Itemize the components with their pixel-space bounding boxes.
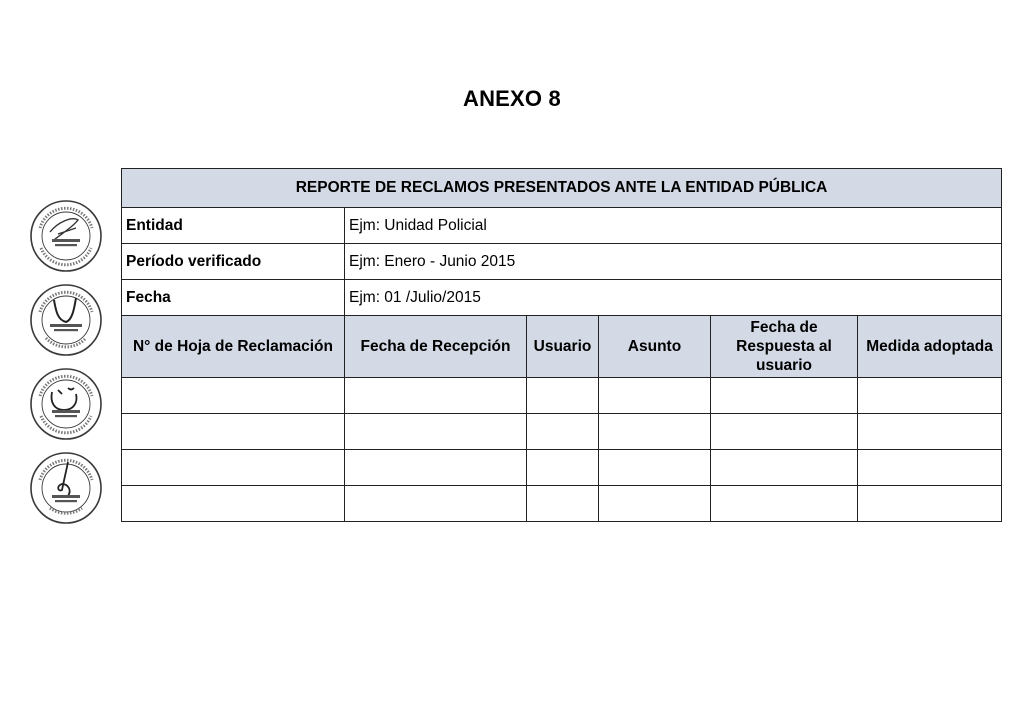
table-cell (122, 378, 345, 414)
table-cell (858, 378, 1002, 414)
info-value: Ejm: Unidad Policial (345, 208, 1002, 244)
info-label: Entidad (122, 208, 345, 244)
report-table (121, 168, 1002, 522)
table-cell (345, 486, 527, 522)
table-cell (711, 414, 858, 450)
info-row-periodo (122, 244, 1002, 280)
table-cell (122, 450, 345, 486)
info-label: Período verificado (122, 244, 345, 280)
table-cell (599, 414, 711, 450)
official-seal-stamp (28, 366, 104, 442)
report-header-row (122, 169, 1002, 208)
column-header: Medida adoptada (858, 316, 1002, 378)
table-cell (122, 486, 345, 522)
table-cell (599, 378, 711, 414)
table-cell (345, 414, 527, 450)
table-cell (599, 486, 711, 522)
table-cell (527, 450, 599, 486)
table-cell (527, 378, 599, 414)
table-cell (711, 486, 858, 522)
column-header: Fecha de Recepción (345, 316, 527, 378)
info-row-entidad (122, 208, 1002, 244)
info-value: Ejm: 01 /Julio/2015 (345, 280, 1002, 316)
info-label: Fecha (122, 280, 345, 316)
table-cell (345, 378, 527, 414)
info-row-fecha (122, 280, 1002, 316)
table-cell (599, 450, 711, 486)
official-stamps (28, 198, 108, 534)
column-header: N° de Hoja de Reclamación (122, 316, 345, 378)
table-cell (858, 414, 1002, 450)
official-seal-stamp (28, 282, 104, 358)
table-cell (527, 486, 599, 522)
table-row (122, 450, 1002, 486)
column-header: Asunto (599, 316, 711, 378)
column-header-row (122, 316, 1002, 378)
table-cell (122, 414, 345, 450)
table-cell (711, 450, 858, 486)
info-value: Ejm: Enero - Junio 2015 (345, 244, 1002, 280)
table-cell (711, 378, 858, 414)
table-row (122, 414, 1002, 450)
table-row (122, 486, 1002, 522)
official-seal-stamp (28, 198, 104, 274)
table-row (122, 378, 1002, 414)
report-header: REPORTE DE RECLAMOS PRESENTADOS ANTE LA ENTIDAD PÚBLICA (122, 169, 1002, 208)
table-cell (527, 414, 599, 450)
document-title: ANEXO 8 (463, 86, 561, 111)
table-cell (345, 450, 527, 486)
official-seal-stamp (28, 450, 104, 526)
column-header: Usuario (527, 316, 599, 378)
column-header: Fecha de Respuesta al usuario (711, 316, 858, 378)
table-cell (858, 450, 1002, 486)
table-cell (858, 486, 1002, 522)
